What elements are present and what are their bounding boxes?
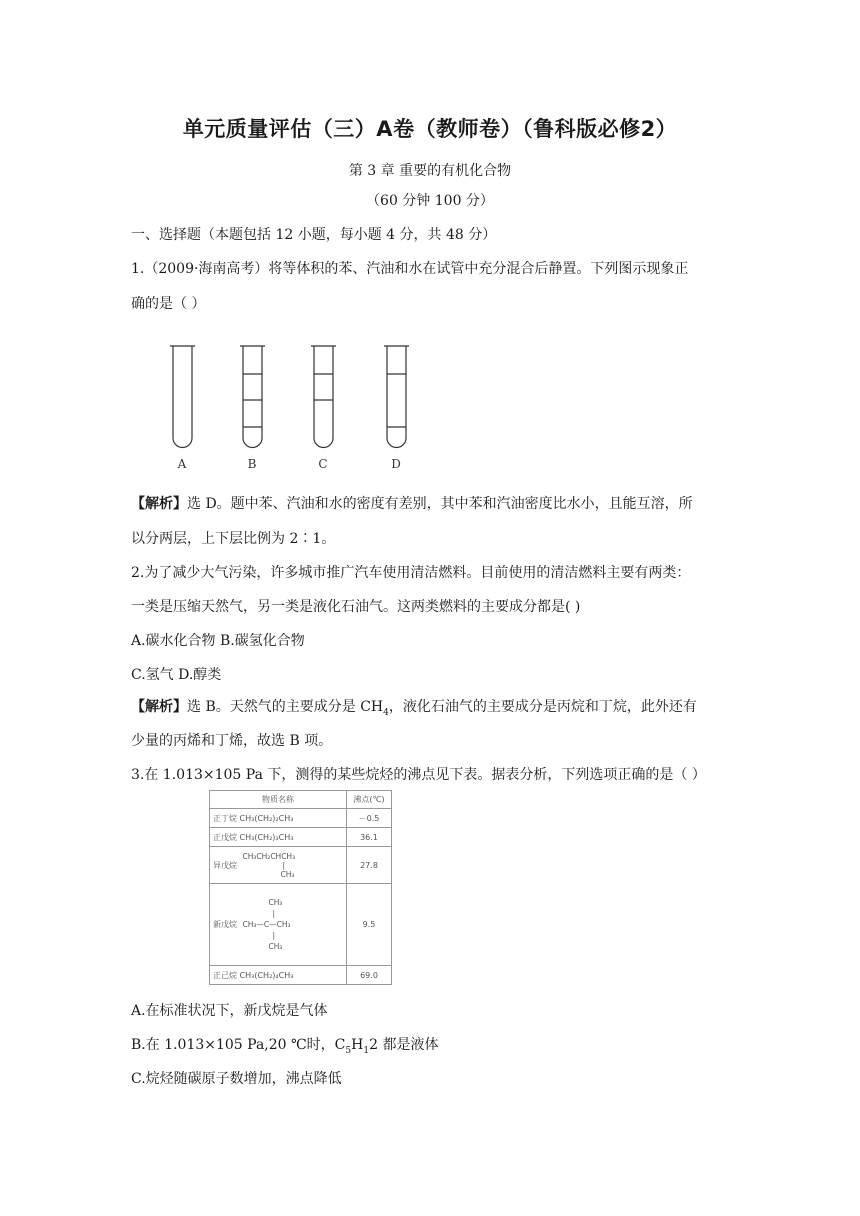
time-score-line: （60 分钟 100 分） [366, 193, 494, 209]
tube-a [170, 346, 195, 448]
tube-c [311, 346, 336, 448]
analysis-1-line1: 【解析】选 D。题中苯、汽油和水的密度有差别，其中苯和汽油密度比水小，且能互溶，所 [131, 496, 693, 512]
table-header-name: 物质名称 [210, 791, 347, 809]
question-2-text-cont: 一类是压缩天然气，另一类是液化石油气。这两类燃料的主要成分都是( ) [131, 599, 581, 615]
question-1-text: 1.（2009·海南高考）将等体积的苯、汽油和水在试管中充分混合后静置。下列图示现象正 [131, 261, 689, 277]
table-row: 正丁烷 CH₃(CH₂)₂CH₃ －0.5 [210, 809, 392, 828]
boiling-point-table [209, 790, 392, 985]
analysis-tag: 【解析】 [131, 699, 187, 715]
tube-label-c: C [318, 457, 328, 471]
table-row: 异戊烷 CH₃CH₂CHCH₃ | CH₃ 27.8 [210, 847, 392, 884]
question-3-option-b: B.在 1.013×105 Pa,20 ℃时，$C_5H_12$ 都是液体 [131, 1037, 439, 1056]
tube-label-b: B [247, 457, 257, 471]
table-header-row [210, 791, 392, 809]
question-1-text-cont: 确的是（ ） [131, 296, 206, 312]
table-row: 正戊烷 CH₃(CH₂)₃CH₃ 36.1 [210, 828, 392, 847]
analysis-2-line2: 少量的丙烯和丁烯，故选 B 项。 [131, 733, 333, 749]
analysis-1-line2: 以分两层，上下层比例为 2∶1。 [131, 531, 336, 547]
analysis-2-line1: 【解析】选 B。天然气的主要成分是 $CH_4$，液化石油气的主要成分是丙烷和丁烷，此外还有 [131, 699, 697, 718]
tube-d [384, 346, 409, 448]
question-2-options-ab: A.碳水化合物 B.碳氢化合物 [131, 633, 305, 649]
tube-label-a: A [177, 457, 187, 471]
question-3-option-c: C.烷烃随碳原子数增加，沸点降低 [131, 1071, 342, 1087]
test-tubes-figure [160, 340, 420, 475]
question-2-text: 2.为了减少大气污染，许多城市推广汽车使用清洁燃料。目前使用的清洁燃料主要有两类： [131, 565, 691, 581]
tube-label-d: D [391, 457, 401, 471]
table-row: 正己烷 CH₃(CH₂)₄CH₃ 69.0 [210, 966, 392, 985]
table-row: 新戊烷 CH₃ | CH₃—C—CH₃ | CH₃ 9.5 [210, 884, 392, 966]
question-3-option-a: A.在标准状况下，新戊烷是气体 [131, 1003, 328, 1019]
analysis-tag: 【解析】 [131, 496, 187, 512]
table-header-bp: 沸点(℃) [347, 791, 392, 809]
tube-b [240, 346, 265, 448]
section-heading: 一、选择题（本题包括 12 小题，每小题 4 分，共 48 分） [131, 227, 497, 243]
document-title: 单元质量评估（三）A卷（教师卷）（鲁科版必修2） [182, 117, 678, 141]
question-2-options-cd: C.氢气 D.醇类 [131, 667, 222, 683]
question-3-text: 3.在 1.013×105 Pa 下，测得的某些烷烃的沸点见下表。据表分析，下列选项正确的是（ ） [131, 767, 706, 783]
chapter-subtitle: 第 3 章 重要的有机化合物 [348, 163, 512, 179]
